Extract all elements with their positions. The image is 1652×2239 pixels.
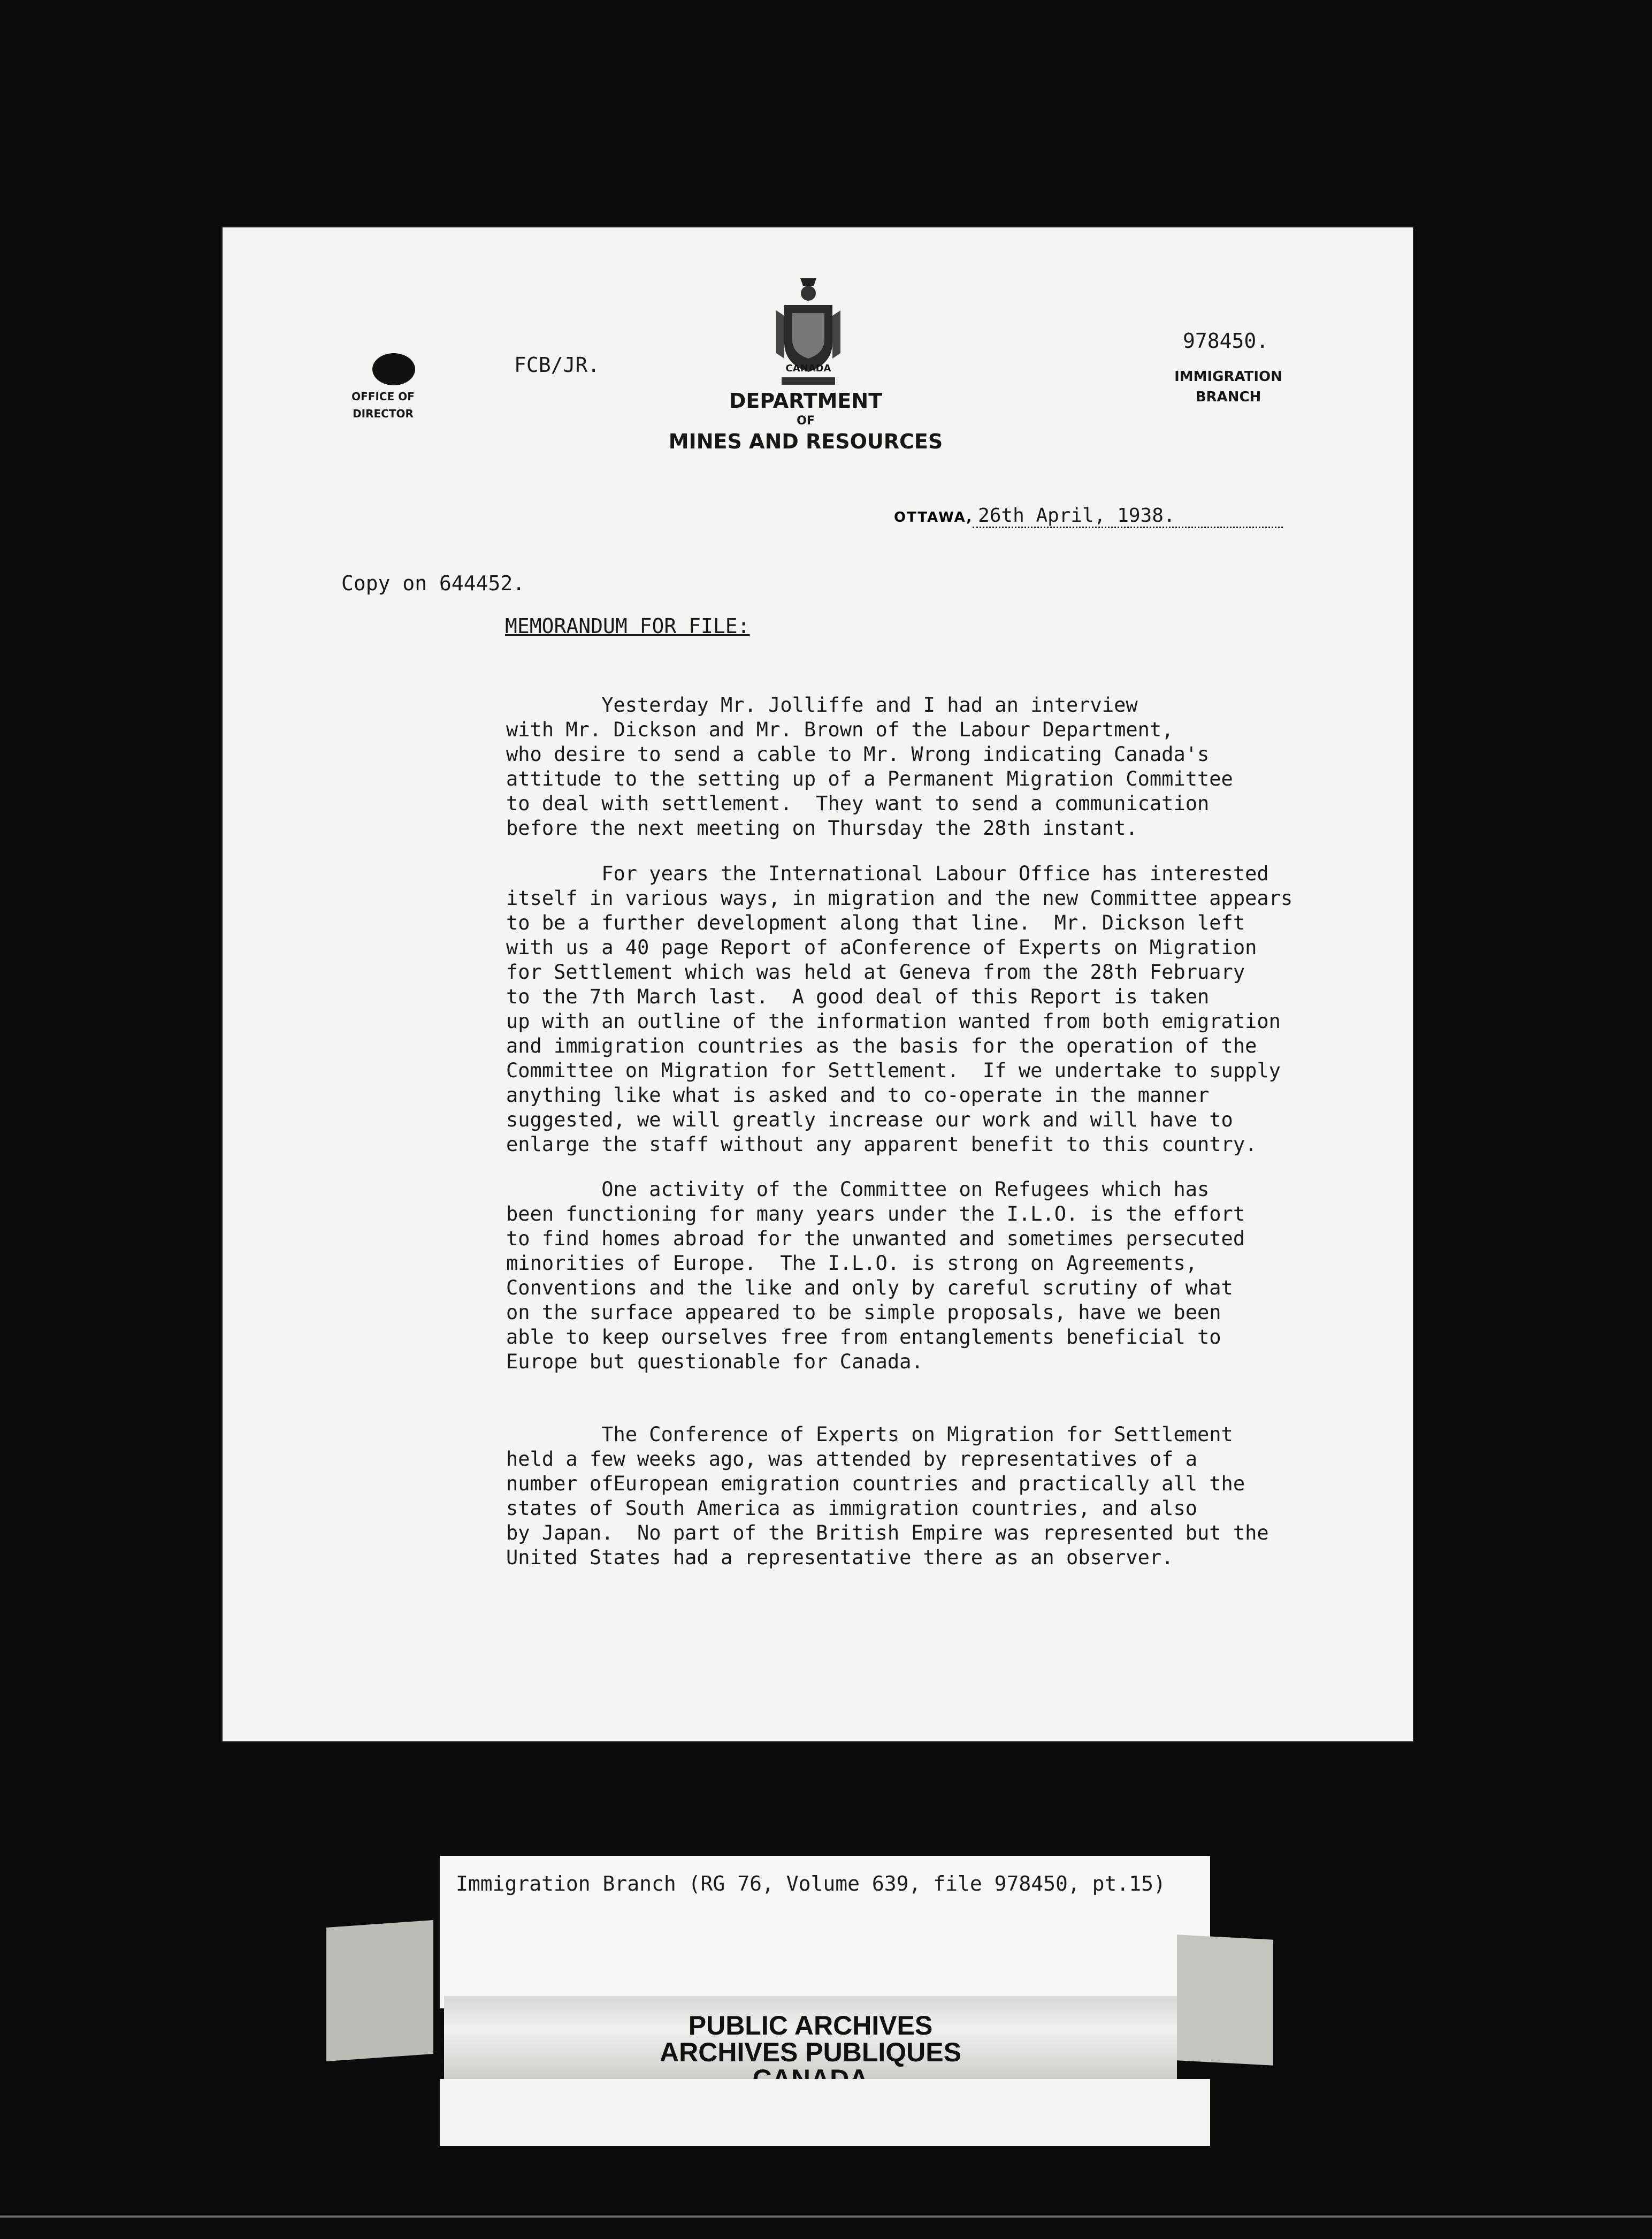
archive-stamp xyxy=(326,1924,1289,2079)
frame-rule xyxy=(0,2215,1652,2218)
document-page xyxy=(223,227,1413,1741)
branch-line2: BRANCH xyxy=(1195,389,1261,405)
department-of: OF xyxy=(797,414,815,428)
reference-initials: FCB/JR. xyxy=(514,353,600,377)
branch-line1: IMMIGRATION xyxy=(1174,369,1282,385)
paragraph-2: For years the International Labour Office has interested itself in various ways, in migration and the new Committee appears to be a further development along that line. Mr. Dickson left with us a 40 page Report of aConference of Experts on Migration for Settlement which was held at Geneva from the 28th February to the 7th March last. A good deal of this Report is taken up with an outline of the information wanted from both emigration and immigration countries as the basis for the operation of the Committee on Migration for Settlement. If we undertake to supply anything like what is asked and to co-operate in the manner suggested, we will greatly increase our work and will have to enlarge the staff without any apparent benefit to this country. xyxy=(506,862,1293,1156)
date-line xyxy=(894,505,1283,528)
office-marker xyxy=(372,353,415,385)
branch-label xyxy=(1137,367,1319,407)
copy-note: Copy on 644452. xyxy=(341,572,525,595)
office-label xyxy=(330,388,437,422)
bottom-sheet xyxy=(440,2079,1210,2146)
stamp-flap-right xyxy=(1177,1935,1273,2065)
paragraph-4: The Conference of Experts on Migration for Settlement held a few weeks ago, was attended by representatives of a number ofEuropean emigration countries and practically all the states of South America as immigration countries, and also by Japan. No part of the British Empire was represented but the United States had a representative there as an observer. xyxy=(506,1423,1269,1569)
ministry-line: MINES AND RESOURCES xyxy=(668,430,943,453)
memo-title: MEMORANDUM FOR FILE: xyxy=(505,614,750,638)
file-number: 978450. xyxy=(1183,329,1269,353)
office-label-line2: DIRECTOR xyxy=(353,407,414,420)
stamp-line2: ARCHIVES PUBLIQUES xyxy=(660,2037,961,2067)
department-line: DEPARTMENT xyxy=(729,389,883,413)
canada-label: CANADA xyxy=(785,363,831,374)
office-label-line1: OFFICE OF xyxy=(351,390,415,403)
stamp-line1: PUBLIC ARCHIVES xyxy=(688,2010,933,2040)
department-heading xyxy=(634,388,977,454)
date-value: 26th April, 1938. xyxy=(973,505,1283,528)
coat-of-arms-icon xyxy=(771,273,846,396)
stamp-flap-left xyxy=(326,1920,433,2061)
date-place: OTTAWA, xyxy=(894,509,973,526)
paragraph-1: Yesterday Mr. Jolliffe and I had an interview with Mr. Dickson and Mr. Brown of the Labour Department, who desire to send a cable to Mr. Wrong indicating Canada's attitude to the setting up of a Permanent Migration Committee to deal with settlement. They want to send a communication before the next meeting on Thursday the 28th instant. xyxy=(506,694,1233,840)
paragraph-3: One activity of the Committee on Refugees which has been functioning for many years under the I.L.O. is the effort to find homes abroad for the unwanted and sometimes persecuted minorities of Europe. The I.L.O. is strong on Agreements, Conventions and the like and only by careful scrutiny of what on the surface appeared to be simple proposals, have we been able to keep ourselves free from entanglements beneficial to Europe but questionable for Canada. xyxy=(506,1178,1245,1373)
archive-label: Immigration Branch (RG 76, Volume 639, file 978450, pt.15) xyxy=(456,1872,1166,1895)
